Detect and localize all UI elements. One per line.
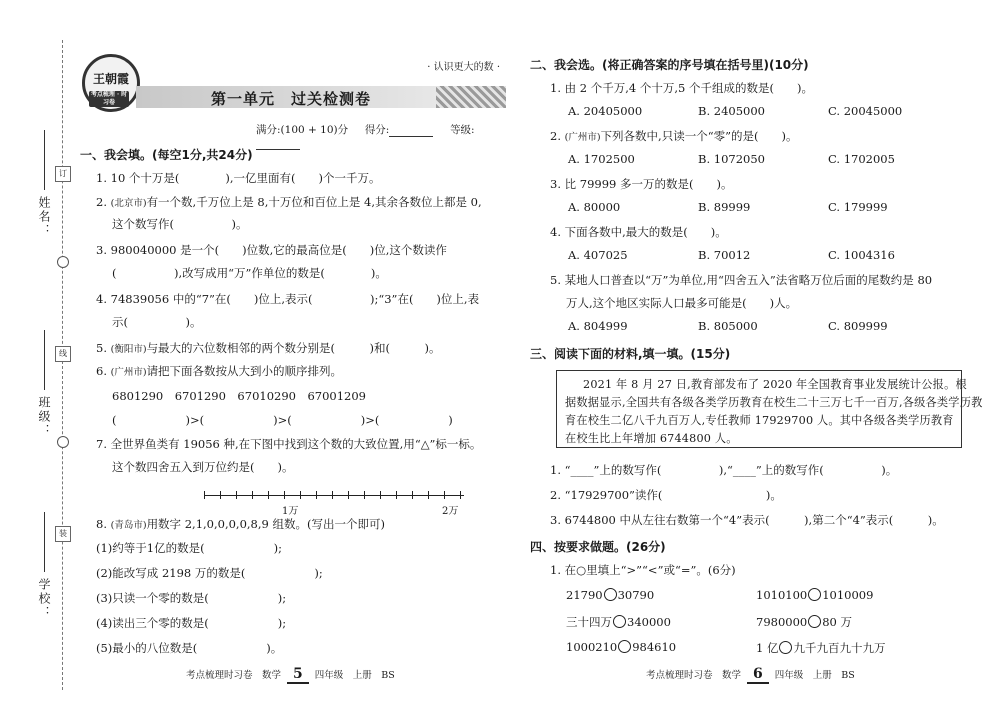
- question-1-5-text: 与最大的六位数相邻的两个数分别是( )和( )。: [146, 341, 441, 355]
- city-tag: (广州市): [110, 367, 147, 378]
- name-label: 姓名：: [37, 196, 51, 238]
- number-line-tick: [396, 491, 397, 499]
- question-1-3-cont: ( ),改写成用“万”作单位的数是( )。: [112, 266, 387, 280]
- question-1-8-text: 用数字 2,1,0,0,0,0,8,9 组数。(写出一个即可): [146, 517, 385, 531]
- question-1-8-4: (4)读出三个零的数是( );: [96, 616, 287, 630]
- question-1-8-2: (2)能改写成 2198 万的数是( );: [96, 566, 323, 580]
- seal-char: 装: [55, 526, 71, 542]
- binding-hole-icon: [57, 256, 69, 268]
- section-1-heading: 一、我会填。(每空1分,共24分): [80, 148, 253, 162]
- compare-left: 1 亿: [756, 641, 779, 655]
- number-line-tick: [380, 491, 381, 499]
- city-tag: (广州市): [564, 132, 601, 143]
- compare-left: 三十四万: [566, 615, 612, 629]
- option-a[interactable]: A. 407025: [568, 248, 628, 262]
- grade-field[interactable]: [256, 137, 300, 150]
- section-3-heading: 三、阅读下面的材料,填一填。(15分): [530, 347, 731, 361]
- full-score: 满分:(100 + 10)分: [256, 124, 349, 136]
- number-line-tick: [268, 491, 269, 499]
- material-line: 2021 年 8 月 27 日,教育部发布了 2020 年全国教育事业发展统计公报。根: [583, 378, 967, 391]
- compare-right: 340000: [627, 615, 671, 629]
- compare-right: 九千九百九十九万: [793, 641, 886, 655]
- option-a[interactable]: A. 20405000: [568, 104, 643, 118]
- footer-series: 考点梳理时习卷 数学: [646, 670, 742, 681]
- city-tag: (青岛市): [110, 520, 147, 531]
- question-1-2: 2. (北京市)有一个数,千万位上是 8,十万位和百位上是 4,其余各数位上都是 0,: [96, 195, 482, 209]
- question-1-3: 3. 980040000 是一个( )位数,它的最高位是( )位,这个数读作: [96, 243, 447, 257]
- page-footer: [646, 666, 855, 684]
- compare-right: 80 万: [822, 615, 853, 629]
- title-banner: [136, 86, 506, 108]
- number-line-tick: [412, 491, 413, 499]
- number-line-tick: [460, 491, 461, 499]
- class-field-line[interactable]: [44, 330, 46, 390]
- banner-pattern: [436, 86, 506, 108]
- question-2-4: 4. 下面各数中,最大的数是( )。: [550, 225, 727, 239]
- question-2-2-text: 下列各数中,只读一个“零”的是( )。: [600, 129, 798, 143]
- material-line: 据数据显示,全国共有各级各类学历教育在校生二十三万七千一百万,各级各类学历教: [565, 396, 983, 409]
- number-line-label: 1万: [282, 506, 299, 517]
- binding-margin: [0, 0, 72, 708]
- page-number: 6: [747, 666, 769, 684]
- question-2-1: 1. 由 2 个千万,4 个十万,5 个千组成的数是( )。: [550, 81, 813, 95]
- number-line-tick: [428, 491, 429, 499]
- number-line-tick: [364, 491, 365, 499]
- cut-line: [62, 40, 63, 690]
- option-b[interactable]: B. 805000: [698, 319, 758, 333]
- number-line-tick: [300, 491, 301, 499]
- question-2-2: 2. (广州市)下列各数中,只读一个“零”的是( )。: [550, 129, 798, 143]
- name-field-line[interactable]: [44, 130, 46, 190]
- question-2-5-cont: 万人,这个地区实际人口最多可能是( )人。: [566, 296, 798, 310]
- compare-right: 1010009: [822, 588, 874, 602]
- score-label: 得分:: [364, 124, 390, 136]
- question-1-8-5: (5)最小的八位数是( )。: [96, 641, 283, 655]
- number-line-label: 2万: [442, 506, 459, 517]
- question-1-4: 4. 74839056 中的“7”在( )位上,表示( );“3”在( )位上,表: [96, 292, 480, 306]
- number-line-tick: [332, 491, 333, 499]
- class-label: 班级：: [37, 396, 51, 438]
- score-line: [256, 122, 506, 150]
- footer-grade: 四年级 上册 BS: [774, 670, 855, 681]
- number-line-tick: [444, 491, 445, 499]
- compare-circle[interactable]: [604, 588, 617, 601]
- page-footer: [186, 666, 395, 684]
- question-3-3: 3. 6744800 中从左往右数第一个“4”表示( ),第二个“4”表示( )。: [550, 513, 944, 527]
- compare-circle[interactable]: [618, 640, 631, 653]
- option-c[interactable]: C. 809999: [828, 319, 888, 333]
- option-a[interactable]: A. 1702500: [568, 152, 635, 166]
- question-1-2-text: 有一个数,千万位上是 8,十万位和百位上是 4,其余各数位上都是 0,: [146, 195, 482, 209]
- compare-circle[interactable]: [808, 615, 821, 628]
- grade-label: 等级:: [450, 124, 475, 136]
- section-4-heading: 四、按要求做题。(26分): [530, 540, 666, 554]
- school-label: 学校：: [37, 578, 51, 620]
- option-a[interactable]: A. 804999: [568, 319, 628, 333]
- number-line[interactable]: [204, 490, 464, 517]
- seal-char: 订: [55, 166, 71, 182]
- option-b[interactable]: B. 89999: [698, 200, 751, 214]
- question-1-8: 8. (青岛市)用数字 2,1,0,0,0,0,8,9 组数。(写出一个即可): [96, 517, 385, 531]
- compare-left: 1000210: [566, 640, 618, 654]
- reading-material-box: [556, 370, 983, 448]
- number-line-tick: [348, 491, 349, 499]
- option-b[interactable]: B. 70012: [698, 248, 751, 262]
- number-line-tick: [220, 491, 221, 499]
- compare-circle[interactable]: [613, 615, 626, 628]
- question-1-6: 6. (广州市)请把下面各数按从大到小的顺序排列。: [96, 364, 343, 378]
- city-tag: (北京市): [110, 198, 147, 209]
- number-line-tick: [284, 491, 285, 499]
- number-line-tick: [204, 491, 205, 499]
- question-3-2: 2. “17929700”读作( )。: [550, 488, 782, 502]
- question-1-4-cont: 示( )。: [112, 315, 202, 329]
- number-line-tick: [236, 491, 237, 499]
- compare-right: 984610: [632, 640, 677, 654]
- section-2-heading: 二、我会选。(将正确答案的序号填在括号里)(10分): [530, 58, 809, 72]
- page-number: 5: [287, 666, 309, 684]
- compare-item: [566, 588, 654, 602]
- brand-logo: [82, 54, 140, 112]
- compare-item: [756, 614, 852, 630]
- question-1-8-3: (3)只读一个零的数是( );: [96, 591, 287, 605]
- question-4-1: 1. 在○里填上“>”“<”或“=”。(6分): [550, 563, 736, 577]
- compare-circle[interactable]: [808, 588, 821, 601]
- compare-item: [756, 588, 873, 602]
- page-title: 第一单元 过关检测卷: [211, 90, 372, 108]
- question-2-3: 3. 比 79999 多一万的数是( )。: [550, 177, 733, 191]
- option-b[interactable]: B. 2405000: [698, 104, 765, 118]
- option-a[interactable]: A. 80000: [568, 200, 621, 214]
- seal-char: 线: [55, 346, 71, 362]
- option-c[interactable]: C. 1004316: [828, 248, 895, 262]
- compare-item: [756, 640, 885, 656]
- question-1-5: 5. (衡阳市)与最大的六位数相邻的两个数分别是( )和( )。: [96, 341, 441, 355]
- question-1-7: 7. 全世界鱼类有 19056 种,在下图中找到这个数的大致位置,用“△”标一标。: [96, 437, 482, 451]
- school-field-line[interactable]: [44, 512, 46, 572]
- number-line-tick: [316, 491, 317, 499]
- number-line-tick: [252, 491, 253, 499]
- compare-item: [566, 640, 676, 654]
- question-1-6-answer[interactable]: ( )>( )>( )>( ): [112, 413, 453, 427]
- question-2-5: 5. 某地人口普查以“万”为单位,用“四舍五入”法省略万位后面的尾数约是 80: [550, 273, 933, 287]
- compare-item: [566, 614, 671, 630]
- compare-left: 21790: [566, 588, 603, 602]
- footer-grade: 四年级 上册 BS: [314, 670, 395, 681]
- question-1-6-numbers: 6801290 6701290 67010290 67001209: [112, 389, 366, 403]
- score-field[interactable]: [389, 124, 433, 137]
- left-page: [76, 0, 506, 708]
- compare-right: 30790: [617, 588, 655, 602]
- option-c[interactable]: C. 1702005: [828, 152, 895, 166]
- question-1-8-1: (1)约等于1亿的数是( );: [96, 541, 282, 555]
- compare-left: 1010100: [756, 588, 808, 602]
- compare-left: 7980000: [756, 615, 808, 629]
- city-tag: (衡阳市): [110, 344, 147, 355]
- compare-circle[interactable]: [779, 641, 792, 654]
- question-1-1: 1. 10 个十万是( ),一亿里面有( )个一千万。: [96, 171, 381, 185]
- option-b[interactable]: B. 1072050: [698, 152, 765, 166]
- option-c[interactable]: C. 20045000: [828, 104, 903, 118]
- material-line: 在校生比上年增加 6744800 人。: [565, 432, 738, 445]
- question-1-7-cont: 这个数四舍五入到万位约是( )。: [112, 460, 294, 474]
- question-1-6-text: 请把下面各数按从大到小的顺序排列。: [146, 364, 343, 378]
- question-1-2-cont: 这个数写作( )。: [112, 217, 248, 231]
- number-line-axis: [204, 495, 464, 496]
- logo-sub: 考点梳理 · 时习卷: [90, 91, 128, 106]
- footer-series: 考点梳理时习卷 数学: [186, 670, 282, 681]
- right-page: [526, 0, 983, 708]
- material-line: 育在校生二亿八千九百万人,专任教师 17929700 人。其中各级各类学历教育: [565, 414, 954, 427]
- question-3-1: 1. “____”上的数写作( ),“____”上的数写作( )。: [550, 463, 898, 477]
- option-c[interactable]: C. 179999: [828, 200, 888, 214]
- binding-hole-icon: [57, 436, 69, 448]
- logo-text: 王朝霞: [92, 72, 129, 86]
- unit-tag: · 认识更大的数 ·: [427, 62, 500, 73]
